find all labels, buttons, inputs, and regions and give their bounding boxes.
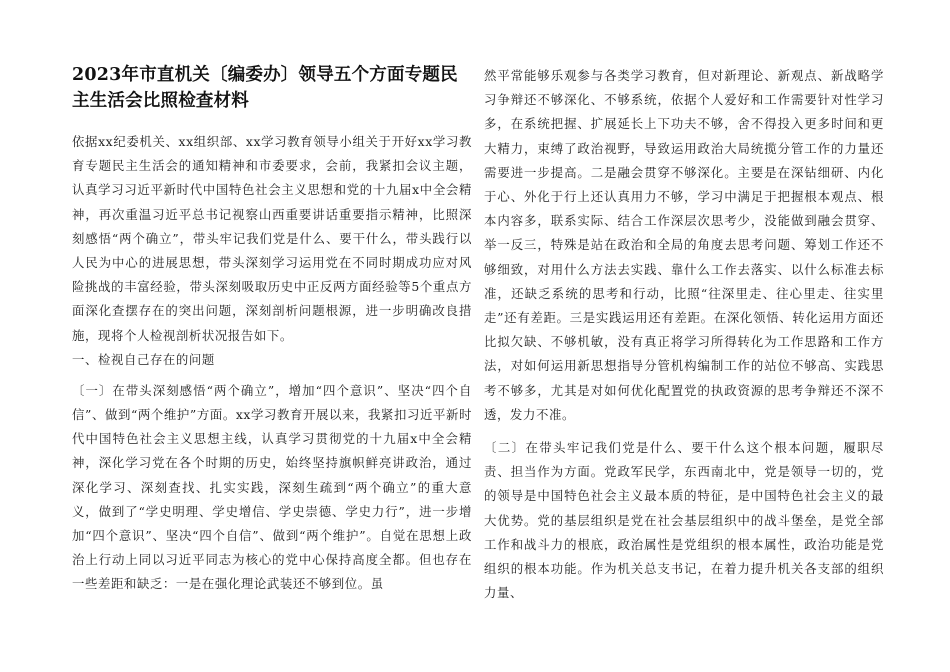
document-title: 2023年市直机关〔编委办〕领导五个方面专题民主生活会比照检查材料 (72, 65, 458, 111)
intro-paragraph: 依据xx纪委机关、xx组织部、xx学习教育领导小组关于开好xx学习教育专题民主生活会的通知精神和市委要求，会前，我紧扣会议主题，认真学习习近平新时代中国特色社会主义思想和党的十九届x中全会精神，再次重温习近平总书记视察山西重要讲话重要指示精神，比照深刻感悟“两个确立”，带头牢记我们党是什么、要干什么，带头践行以人民为中心的进展思想，带头深刻学习运用党在不同时期成功应对风险挑战的丰富经验，带头深刻吸取历史中正反两方面经验等5个重点方面深化查摆存在的突出问题，深刻剖析问题根源，进一步明确改良措施，现将个人检视剖析状况报告如下。 (72, 134, 472, 343)
section-1-continued-paragraph: 然平常能够乐观参与各类学习教育，但对新理论、新观点、新战略学习争辩还不够深化、不够系统，依据个人爱好和工作需要针对性学习多，在系统把握、扩展延长上下功夫不够，舍不得投入更多时间和更大精力，束缚了政治视野，导致运用政治大局统揽分管工作的力量还需要进一步提高。二是融会贯穿不够深化。主要是在深钻细研、内化于心、外化于行上还认真用力不够，学习中满足于把握根本观点、根本内容多，联系实际、结合工作深层次思考少，没能做到融会贯穿、举一反三，特殊是站在政治和全局的角度去思考问题、筹划工作还不够细致，对用什么方法去实践、靠什么工作去落实、以什么标准去标准，还缺乏系统的思考和行动，比照“往深里走、往心里走、往实里走”还有差距。三是实践运用还有差距。在深化领悟、转化运用方面还比拟欠缺、不够机敏，没有真正将学习所得转化为工作思路和工作方法，对如何运用新思想指导分管机构编制工作的站位不够高、实践思考不够多，尤其是对如何优化配置党的执政资源的思考争辩还不深不透，发力不准。 (484, 68, 884, 422)
left-column (72, 62, 472, 597)
section-heading: 一、检视自己存在的问题 (72, 351, 215, 367)
section-2-paragraph: 〔二〕在带头牢记我们党是什么、要干什么这个根本问题，履职尽责、担当作为方面。党政军民学，东西南北中，党是领导一切的，党的领导是中国特色社会主义最本质的特征，是中国特色社会主义的最大优势。党的基层组织是党在社会基层组织中的战斗堡垒，是党全部工作和战斗力的根底，政治属性是党组织的根本属性，政治功能是党组织的根本功能。作为机关总支书记，在着力提升机关各支部的组织力量、 (484, 440, 884, 601)
section-1-paragraph: 〔一〕在带头深刻感悟“两个确立”，增加“四个意识”、坚决“四个自信”、做到“两个维护”方面。xx学习教育开展以来，我紧扣习近平新时代中国特色社会主义思想主线，认真学习贯彻党的十九届x中全会精神，深化学习党在各个时期的历史，始终坚持旗帜鲜亮讲政治，通过深化学习、深刻查找、扎实实践，深刻生疏到“两个确立”的重大意义，做到了“学史明理、学史增信、学史崇德、学史力行”，进一步增加“四个意识”、坚决“四个自信”、做到“两个维护”。自觉在思想上政治上行动上同以习近平同志为核心的党中心保持高度全都。但也存在一些差距和缺乏：一是在强化理论武装还不够到位。虽 (72, 382, 472, 592)
right-column (484, 64, 884, 605)
